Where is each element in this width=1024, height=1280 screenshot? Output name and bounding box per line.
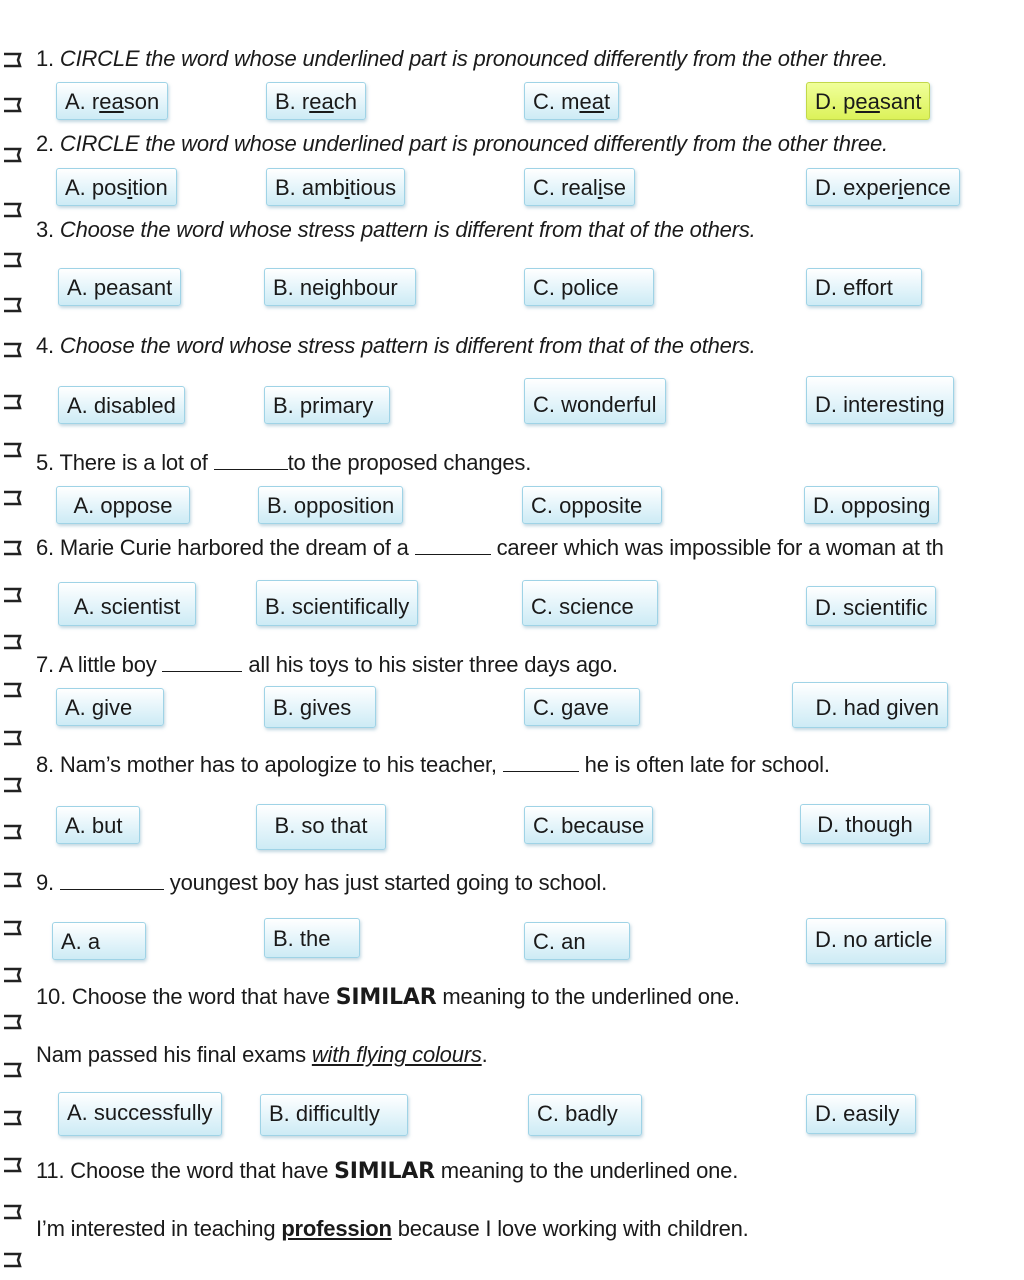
question-text-after: career which was impossible for a woman at th bbox=[496, 535, 944, 560]
spiral-ring-icon bbox=[2, 50, 22, 70]
option-word-part: p bbox=[843, 89, 856, 114]
question-6 bbox=[36, 535, 944, 561]
option-6d[interactable]: D. scientific bbox=[806, 586, 936, 626]
option-4a[interactable]: A. disabled bbox=[58, 386, 185, 424]
spiral-ring-icon bbox=[2, 728, 22, 748]
option-9c[interactable]: C. an bbox=[524, 922, 630, 960]
option-1b[interactable] bbox=[266, 82, 366, 120]
question-3 bbox=[36, 217, 756, 243]
option-10a[interactable]: A. successfully bbox=[58, 1092, 222, 1136]
option-3b[interactable]: B. neighbour bbox=[264, 268, 416, 306]
question-text-before: Marie Curie harbored the dream of a bbox=[59, 535, 409, 560]
underlined-letters: ea bbox=[99, 89, 124, 114]
option-word-part: pos bbox=[91, 175, 128, 200]
spiral-ring-icon bbox=[2, 1250, 22, 1270]
option-9a[interactable]: A. a bbox=[52, 922, 146, 960]
option-2d[interactable] bbox=[806, 168, 960, 206]
answer-blank bbox=[503, 753, 579, 772]
question-number: 1. bbox=[36, 46, 54, 71]
option-word-part: amb bbox=[301, 175, 345, 200]
question-4 bbox=[36, 333, 756, 359]
option-2b[interactable] bbox=[266, 168, 405, 206]
spiral-binding bbox=[0, 0, 28, 1280]
option-1c[interactable] bbox=[524, 82, 619, 120]
underlined-letters: i bbox=[597, 175, 603, 200]
spiral-ring-icon bbox=[2, 585, 22, 605]
option-word-part: real bbox=[561, 175, 598, 200]
option-7d[interactable]: D. had given bbox=[792, 682, 948, 728]
option-letter: C. bbox=[533, 175, 562, 200]
option-word-part: t bbox=[603, 89, 611, 114]
option-5a[interactable]: A. oppose bbox=[56, 486, 190, 524]
option-letter: D. bbox=[815, 89, 844, 114]
question-9 bbox=[36, 870, 607, 896]
spiral-ring-icon bbox=[2, 392, 22, 412]
question-keyword: SIMILAR bbox=[334, 1159, 435, 1184]
question-text-after: all his toys to his sister three days ago. bbox=[248, 652, 618, 677]
option-letter: C. bbox=[533, 89, 562, 114]
question-text-before: Nam’s mother has to apologize to his teacher, bbox=[59, 752, 497, 777]
question-text-after: he is often late for school. bbox=[584, 752, 830, 777]
spiral-ring-icon bbox=[2, 1012, 22, 1032]
option-5d[interactable]: D. opposing bbox=[804, 486, 939, 524]
option-word-part: ence bbox=[903, 175, 951, 200]
option-word-part: son bbox=[123, 89, 160, 114]
question-text: Choose the word whose stress pattern is different from that of the others. bbox=[59, 217, 756, 242]
option-letter: D. bbox=[815, 175, 844, 200]
underlined-letters: ea bbox=[855, 89, 880, 114]
question-number: 7. bbox=[36, 652, 54, 677]
option-4b[interactable]: B. primary bbox=[264, 386, 390, 424]
question-1 bbox=[36, 46, 888, 72]
question-text-after: to the proposed changes. bbox=[287, 450, 532, 475]
option-word-part: r bbox=[91, 89, 100, 114]
answer-blank bbox=[60, 871, 164, 890]
option-3d[interactable]: D. effort bbox=[806, 268, 922, 306]
option-6c[interactable]: C. science bbox=[522, 580, 658, 626]
option-8c[interactable]: C. because bbox=[524, 806, 653, 844]
option-7c[interactable]: C. gave bbox=[524, 688, 640, 726]
spiral-ring-icon bbox=[2, 965, 22, 985]
option-8a[interactable]: A. but bbox=[56, 806, 140, 844]
question-number: 9. bbox=[36, 870, 54, 895]
spiral-ring-icon bbox=[2, 200, 22, 220]
question-text-pre: Choose the word that have bbox=[70, 1158, 329, 1183]
option-letter: A. bbox=[65, 175, 92, 200]
option-2c[interactable] bbox=[524, 168, 635, 206]
spiral-ring-icon bbox=[2, 1060, 22, 1080]
question-text-before: A little boy bbox=[58, 652, 157, 677]
answer-blank bbox=[415, 536, 491, 555]
question-text: CIRCLE the word whose underlined part is pronounced differently from the other three. bbox=[59, 131, 888, 156]
option-letter: A. bbox=[65, 89, 92, 114]
question-text-after: youngest boy has just started going to school. bbox=[169, 870, 607, 895]
underlined-letters: i bbox=[898, 175, 904, 200]
option-word-part: r bbox=[301, 89, 310, 114]
spiral-ring-icon bbox=[2, 250, 22, 270]
option-word-part: m bbox=[561, 89, 580, 114]
underlined-word: profession bbox=[281, 1216, 392, 1241]
spiral-ring-icon bbox=[2, 145, 22, 165]
question-text: Choose the word whose stress pattern is different from that of the others. bbox=[59, 333, 756, 358]
option-10b[interactable]: B. difficultly bbox=[260, 1094, 408, 1136]
sentence-pre: Nam passed his final exams bbox=[36, 1042, 306, 1067]
option-word-part: se bbox=[602, 175, 626, 200]
spiral-ring-icon bbox=[2, 870, 22, 890]
option-letter: B. bbox=[275, 175, 302, 200]
question-text: CIRCLE the word whose underlined part is pronounced differently from the other three. bbox=[59, 46, 888, 71]
underlined-phrase: with flying colours bbox=[311, 1042, 482, 1067]
question-text-before: There is a lot of bbox=[59, 450, 208, 475]
question-number: 2. bbox=[36, 131, 54, 156]
option-5b[interactable]: B. opposition bbox=[258, 486, 403, 524]
spiral-ring-icon bbox=[2, 918, 22, 938]
spiral-ring-icon bbox=[2, 1155, 22, 1175]
question-10-sentence bbox=[36, 1042, 488, 1068]
spiral-ring-icon bbox=[2, 538, 22, 558]
option-word-part: sant bbox=[879, 89, 922, 114]
question-number: 8. bbox=[36, 752, 54, 777]
question-11-sentence bbox=[36, 1216, 749, 1242]
answer-blank bbox=[214, 451, 288, 470]
spiral-ring-icon bbox=[2, 1202, 22, 1222]
sentence-post: . bbox=[481, 1042, 488, 1067]
question-5 bbox=[36, 450, 531, 476]
option-4d[interactable]: D. interesting bbox=[806, 376, 954, 424]
option-1a[interactable] bbox=[56, 82, 168, 120]
underlined-letters: ea bbox=[309, 89, 334, 114]
sentence-post: because I love working with children. bbox=[397, 1216, 749, 1241]
option-10d[interactable]: D. easily bbox=[806, 1094, 916, 1134]
answer-blank bbox=[162, 653, 242, 672]
underlined-letters: i bbox=[344, 175, 350, 200]
option-3a[interactable]: A. peasant bbox=[58, 268, 181, 306]
question-text-post: meaning to the underlined one. bbox=[442, 984, 740, 1009]
option-6a[interactable]: A. scientist bbox=[58, 582, 196, 626]
option-9d[interactable]: D. no article bbox=[806, 918, 946, 964]
spiral-ring-icon bbox=[2, 95, 22, 115]
spiral-ring-icon bbox=[2, 340, 22, 360]
spiral-ring-icon bbox=[2, 488, 22, 508]
option-3c[interactable]: C. police bbox=[524, 268, 654, 306]
spiral-ring-icon bbox=[2, 632, 22, 652]
spiral-ring-icon bbox=[2, 295, 22, 315]
question-keyword: SIMILAR bbox=[335, 985, 437, 1010]
question-number: 11. bbox=[36, 1158, 65, 1183]
option-2a[interactable] bbox=[56, 168, 177, 206]
spiral-ring-icon bbox=[2, 822, 22, 842]
underlined-letters: ea bbox=[579, 89, 604, 114]
spiral-ring-icon bbox=[2, 680, 22, 700]
question-text-pre: Choose the word that have bbox=[71, 984, 330, 1009]
spiral-ring-icon bbox=[2, 775, 22, 795]
option-word-part: tion bbox=[132, 175, 168, 200]
sentence-pre: I’m interested in teaching bbox=[36, 1216, 276, 1241]
question-7 bbox=[36, 652, 618, 678]
question-10 bbox=[36, 984, 740, 1010]
option-word-part: tious bbox=[349, 175, 397, 200]
question-number: 4. bbox=[36, 333, 54, 358]
option-1d[interactable] bbox=[806, 82, 930, 120]
question-number: 10. bbox=[36, 984, 66, 1009]
option-4c[interactable]: C. wonderful bbox=[524, 378, 666, 424]
option-word-part: exper bbox=[843, 175, 899, 200]
option-6b[interactable]: B. scientifically bbox=[256, 580, 418, 626]
question-2 bbox=[36, 131, 888, 157]
option-word-part: ch bbox=[333, 89, 357, 114]
option-letter: B. bbox=[275, 89, 302, 114]
question-text-post: meaning to the underlined one. bbox=[440, 1158, 739, 1183]
spiral-ring-icon bbox=[2, 1108, 22, 1128]
underlined-letters: i bbox=[127, 175, 133, 200]
question-number: 6. bbox=[36, 535, 54, 560]
question-number: 5. bbox=[36, 450, 54, 475]
option-8d[interactable]: D. though bbox=[800, 804, 930, 844]
option-8b[interactable]: B. so that bbox=[256, 804, 386, 850]
option-7a[interactable]: A. give bbox=[56, 688, 164, 726]
question-11 bbox=[36, 1158, 738, 1184]
question-number: 3. bbox=[36, 217, 54, 242]
option-5c[interactable]: C. opposite bbox=[522, 486, 662, 524]
option-9b[interactable]: B. the bbox=[264, 918, 360, 958]
option-7b[interactable]: B. gives bbox=[264, 686, 376, 728]
question-8 bbox=[36, 752, 830, 778]
option-10c[interactable]: C. badly bbox=[528, 1094, 642, 1136]
spiral-ring-icon bbox=[2, 440, 22, 460]
